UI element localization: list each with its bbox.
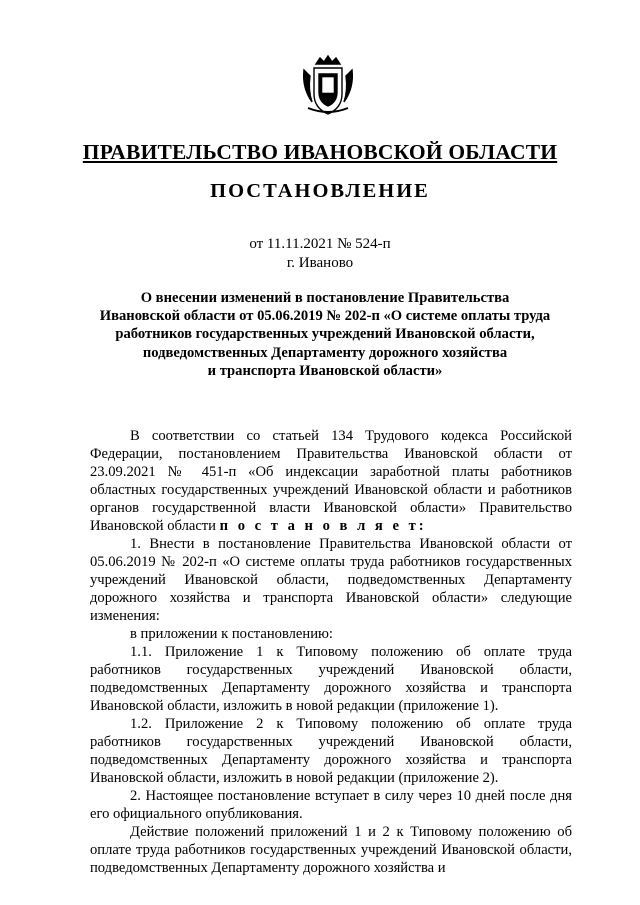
subject-line: подведомственных Департаменту дорожного хозяйства	[142, 344, 508, 361]
subject-line: и транспорта Ивановской области»	[207, 362, 443, 379]
document-body	[90, 427, 572, 877]
appendix-intro-paragraph: в приложении к постановлению:	[130, 626, 333, 642]
subject-line: О внесении изменений в постановление Правительства	[140, 290, 510, 306]
effect-paragraph: Действие положений приложений 1 и 2 к Типовому положению об оплате труда работников государственных учреждений Ивановской области, подведомственных Департаменту дорожного хозяйства и	[90, 824, 572, 876]
item-2-paragraph: 2. Настоящее постановление вступает в силу через 10 дней после дня его официального опубликования.	[90, 788, 572, 822]
preamble-paragraph	[90, 427, 572, 535]
document-date-number: от 11.11.2021 № 524-п	[249, 236, 391, 252]
item-1-2-paragraph: 1.2. Приложение 2 к Типовому положению об оплате труда работников государственных учреждений Ивановской области, подведомственных Департаменту дорожного хозяйства и транспорта Ивановской области, изложить в новой редакции (приложение 2).	[90, 716, 572, 786]
document-type-heading: ПОСТАНОВЛЕНИЕ	[210, 180, 430, 202]
government-title: ПРАВИТЕЛЬСТВО ИВАНОВСКОЙ ОБЛАСТИ	[82, 140, 558, 164]
document-city: г. Иваново	[286, 255, 354, 271]
decree-word: п о с т а н о в л я е т:	[219, 518, 427, 534]
document-subject	[90, 289, 560, 380]
preamble-text: В соответствии со статьей 134 Трудового кодекса Российской Федерации, постановлением Правительства Ивановской области от 23.09.2021 № 451-п «Об индексации заработной платы работников областных государственных учреждений Ивановской области и работников органов государственной власти Ивановской области» Правительство Ивановской области	[90, 428, 572, 534]
subject-line: работников государственных учреждений Ивановской области,	[115, 326, 535, 343]
subject-line: Ивановской области от 05.06.2019 № 202-п «О системе оплаты труда	[99, 308, 551, 325]
item-1-paragraph: 1. Внести в постановление Правительства Ивановской области от 05.06.2019 № 202-п «О системе оплаты труда работников государственных учреждений Ивановской области, подведомственных Департаменту дорожного хозяйства и транспорта Ивановской области» следующие изменения:	[90, 536, 572, 624]
coat-of-arms-emblem	[300, 54, 356, 118]
item-1-1-paragraph: 1.1. Приложение 1 к Типовому положению об оплате труда работников государственных учреждений Ивановской области, подведомственных Департаменту дорожного хозяйства и транспорта Ивановской области, изложить в новой редакции (приложение 1).	[90, 644, 572, 714]
